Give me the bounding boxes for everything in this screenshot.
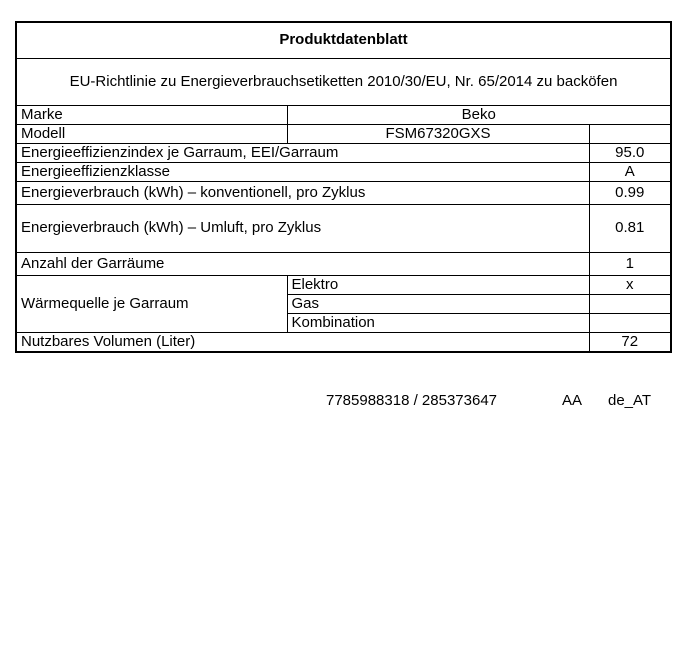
marke-value: Beko <box>287 106 671 125</box>
modell-label: Modell <box>16 125 287 144</box>
waerme-option-elektro: Elektro <box>287 276 589 295</box>
waerme-label: Wärmequelle je Garraum <box>16 276 287 333</box>
konv-value: 0.99 <box>589 182 671 205</box>
volumen-label: Nutzbares Volumen (Liter) <box>16 333 589 352</box>
waerme-option-kombination: Kombination <box>287 314 589 333</box>
row-marke <box>16 106 671 125</box>
waerme-value-kombination <box>589 314 671 333</box>
row-eei <box>16 144 671 163</box>
marke-label: Marke <box>16 106 287 125</box>
sheet-title: Produktdatenblatt <box>16 22 671 59</box>
row-konventionell <box>16 182 671 205</box>
sheet-subtitle: EU-Richtlinie zu Energieverbrauchsetiketten 2010/30/EU, Nr. 65/2014 zu backöfen <box>16 59 671 106</box>
row-umluft <box>16 205 671 253</box>
eei-value: 95.0 <box>589 144 671 163</box>
waerme-value-gas <box>589 295 671 314</box>
row-volumen <box>16 333 671 352</box>
modell-empty-cell <box>589 125 671 144</box>
eei-label: Energieeffizienzindex je Garraum, EEI/Garraum <box>16 144 589 163</box>
row-klasse <box>16 163 671 182</box>
product-data-table <box>15 21 672 353</box>
document-footer <box>0 392 690 412</box>
modell-value: FSM67320GXS <box>287 125 589 144</box>
waerme-value-elektro: x <box>589 276 671 295</box>
footer-codes: 7785988318 / 285373647 <box>326 392 498 409</box>
volumen-value: 72 <box>589 333 671 352</box>
anzahl-label: Anzahl der Garräume <box>16 253 589 276</box>
row-modell <box>16 125 671 144</box>
row-waerme-elektro <box>16 276 671 295</box>
footer-locale: de_AT <box>608 392 652 409</box>
waerme-option-gas: Gas <box>287 295 589 314</box>
anzahl-value: 1 <box>589 253 671 276</box>
klasse-label: Energieeffizienzklasse <box>16 163 589 182</box>
klasse-value: A <box>589 163 671 182</box>
konv-label: Energieverbrauch (kWh) – konventionell, pro Zyklus <box>16 182 589 205</box>
row-anzahl <box>16 253 671 276</box>
product-data-sheet <box>15 21 670 353</box>
umluft-value: 0.81 <box>589 205 671 253</box>
umluft-label: Energieverbrauch (kWh) – Umluft, pro Zyklus <box>16 205 589 253</box>
footer-variant: AA <box>562 392 583 409</box>
